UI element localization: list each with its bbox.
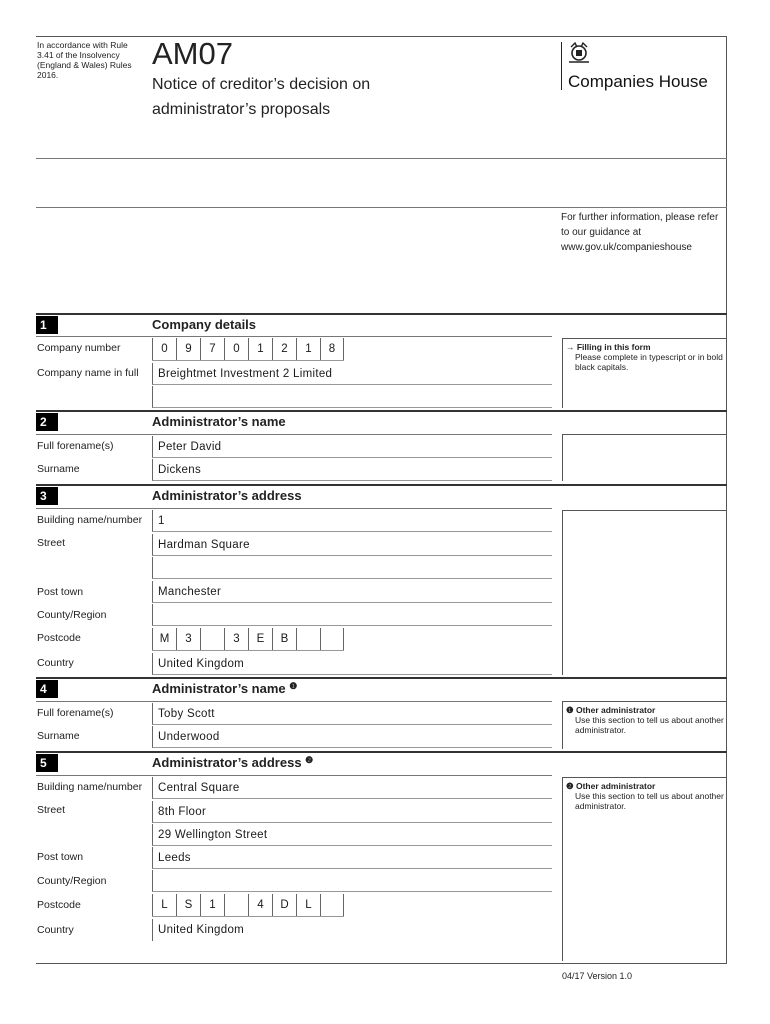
section-4-title-text: Administrator’s name (152, 681, 286, 696)
admin2-forename-field[interactable]: Toby Scott (152, 703, 552, 725)
other-admin-note-1-body: Use this section to tell us about another administrator. (575, 715, 724, 735)
company-number-digit[interactable]: 0 (152, 338, 176, 360)
header-rule-2 (36, 207, 727, 208)
footnote-1-mark: ❶ (289, 681, 298, 691)
filling-form-note-body: Please complete in typescript or in bold black capitals. (575, 352, 723, 372)
section-1-number: 1 (36, 316, 58, 334)
company-name-field[interactable]: Breightmet Investment 2 Limited (152, 363, 552, 385)
admin2-postcode-boxes[interactable] (152, 894, 344, 917)
other-admin-note-2-title: ❷ Other administrator (566, 781, 656, 791)
postcode-char[interactable]: B (272, 628, 296, 650)
admin2-surname-label: Surname (37, 730, 80, 742)
admin1-surname-label: Surname (37, 463, 80, 475)
other-admin-note-1-title: ❶ Other administrator (566, 705, 656, 715)
section-3-title: Administrator’s address (152, 488, 302, 503)
header-rule-1 (36, 158, 727, 159)
company-number-digit[interactable]: 7 (200, 338, 224, 360)
form-code: AM07 (152, 36, 233, 71)
admin1-town-label: Post town (37, 586, 84, 598)
admin1-forename-label: Full forename(s) (37, 440, 114, 452)
company-number-digit[interactable]: 8 (320, 338, 344, 360)
section-1-title: Company details (152, 317, 257, 332)
footnote-2-mark: ❷ (305, 755, 314, 765)
admin2-street-field-line2[interactable]: 29 Wellington Street (152, 824, 552, 846)
postcode-char[interactable] (320, 894, 344, 916)
filling-form-note-title: → Filling in this form (566, 342, 651, 352)
section-5-rule (36, 751, 727, 753)
postcode-char[interactable]: S (176, 894, 200, 916)
logo-divider (561, 42, 562, 90)
admin1-county-label: County/Region (37, 609, 107, 621)
admin1-country-field[interactable]: United Kingdom (152, 653, 552, 675)
section-3-note-box (562, 510, 727, 675)
admin2-surname-field[interactable]: Underwood (152, 726, 552, 748)
s1-rule (36, 336, 552, 337)
company-number-boxes[interactable] (152, 338, 344, 361)
section-2-title: Administrator’s name (152, 414, 286, 429)
admin1-building-field[interactable]: 1 (152, 510, 552, 532)
s2-rule (36, 434, 552, 435)
postcode-char[interactable]: L (296, 894, 320, 916)
admin2-street-field[interactable]: 8th Floor (152, 801, 552, 823)
postcode-char[interactable]: D (272, 894, 296, 916)
section-3-number: 3 (36, 487, 58, 505)
company-number-digit[interactable]: 2 (272, 338, 296, 360)
top-rule (36, 36, 727, 37)
postcode-char[interactable] (200, 628, 224, 650)
postcode-char[interactable] (320, 628, 344, 650)
admin2-country-field[interactable]: United Kingdom (152, 919, 552, 941)
section-1-rule (36, 313, 727, 315)
other-admin-note-1 (562, 701, 727, 749)
postcode-char[interactable]: 1 (200, 894, 224, 916)
admin2-building-label: Building name/number (37, 781, 143, 793)
admin2-town-label: Post town (37, 851, 84, 863)
further-info: For further information, please refer to our guidance at www.gov.uk/companieshouse (561, 212, 719, 253)
postcode-char[interactable]: L (152, 894, 176, 916)
admin2-town-field[interactable]: Leeds (152, 847, 552, 869)
s3-rule (36, 508, 552, 509)
form-title-line2: administrator’s proposals (152, 101, 331, 118)
other-admin-note-2 (562, 777, 727, 961)
s5-rule (36, 775, 552, 776)
admin2-country-label: Country (37, 924, 74, 936)
company-name-field-line2[interactable] (152, 386, 552, 408)
company-number-digit[interactable]: 1 (296, 338, 320, 360)
company-number-digit[interactable]: 1 (248, 338, 272, 360)
other-admin-note-2-body: Use this section to tell us about another administrator. (575, 791, 724, 811)
admin1-county-field[interactable] (152, 604, 552, 626)
section-2-note-box (562, 434, 727, 481)
postcode-char[interactable]: 4 (248, 894, 272, 916)
admin1-street-field-line2[interactable] (152, 557, 552, 579)
admin1-street-label: Street (37, 537, 66, 549)
filling-form-note (562, 338, 727, 408)
rule-note: In accordance with Rule 3.41 of the Insolvency (England & Wales) Rules 2016. (37, 40, 132, 80)
admin2-county-field[interactable] (152, 870, 552, 892)
admin1-postcode-label: Postcode (37, 632, 81, 644)
postcode-char[interactable]: M (152, 628, 176, 650)
company-number-label: Company number (37, 342, 121, 354)
postcode-char[interactable] (224, 894, 248, 916)
section-5-title-text: Administrator’s address (152, 755, 302, 770)
section-2-number: 2 (36, 413, 58, 431)
admin2-county-label: County/Region (37, 875, 107, 887)
crest-icon (566, 40, 592, 69)
admin1-street-field[interactable]: Hardman Square (152, 534, 552, 556)
footer-rule (36, 963, 727, 964)
admin1-building-label: Building name/number (37, 514, 143, 526)
postcode-char[interactable] (296, 628, 320, 650)
admin2-forename-label: Full forename(s) (37, 707, 114, 719)
form-version: 04/17 Version 1.0 (562, 971, 633, 981)
admin1-country-label: Country (37, 657, 74, 669)
postcode-char[interactable]: 3 (224, 628, 248, 650)
admin2-street-label: Street (37, 804, 66, 816)
s4-rule (36, 701, 552, 702)
postcode-char[interactable]: E (248, 628, 272, 650)
section-5-number: 5 (36, 754, 58, 772)
postcode-char[interactable]: 3 (176, 628, 200, 650)
section-5-title (152, 755, 313, 770)
admin1-forename-field[interactable]: Peter David (152, 436, 552, 458)
form-title-line1: Notice of creditor’s decision on (152, 76, 371, 93)
section-3-rule (36, 484, 727, 486)
admin2-postcode-label: Postcode (37, 899, 81, 911)
companies-house-logo: Companies House (568, 72, 708, 91)
company-number-digit[interactable]: 9 (176, 338, 200, 360)
company-number-digit[interactable]: 0 (224, 338, 248, 360)
admin1-postcode-boxes[interactable] (152, 628, 344, 651)
section-4-number: 4 (36, 680, 58, 698)
company-name-label: Company name in full (37, 367, 139, 379)
section-4-rule (36, 677, 727, 679)
admin2-building-field[interactable]: Central Square (152, 777, 552, 799)
section-2-rule (36, 410, 727, 412)
admin1-surname-field[interactable]: Dickens (152, 459, 552, 481)
section-4-title (152, 681, 297, 696)
admin1-town-field[interactable]: Manchester (152, 581, 552, 603)
